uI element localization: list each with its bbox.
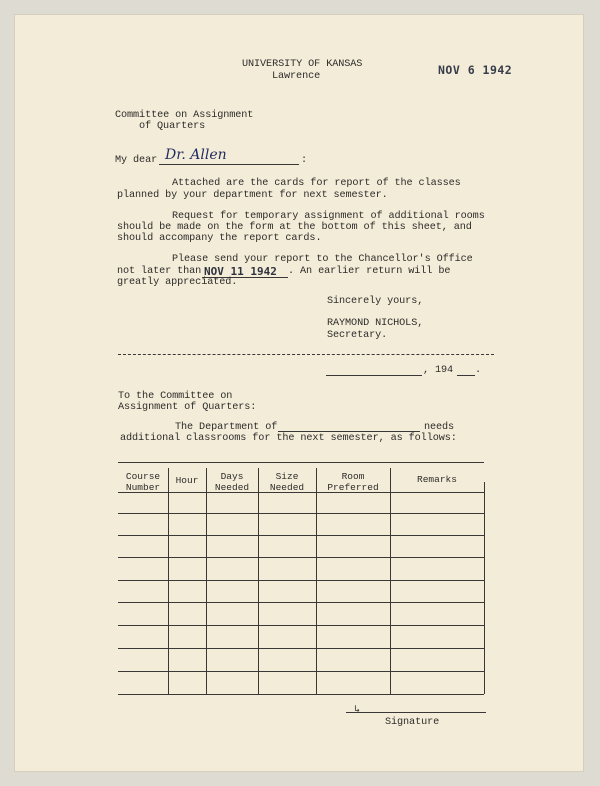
form-date-year-blank xyxy=(457,375,475,376)
closing-signer-title: Secretary. xyxy=(327,330,388,341)
table-row xyxy=(118,625,484,626)
table-top-rule xyxy=(118,462,484,463)
table-row xyxy=(118,513,484,514)
body-p3-line-2-end: . An earlier return will be xyxy=(288,266,451,277)
body-p2-line-1: Request for temporary assignment of additional rooms xyxy=(172,211,485,222)
column-divider xyxy=(390,468,391,694)
institution-city: Lawrence xyxy=(272,71,321,82)
tear-off-dashed-line xyxy=(118,354,494,355)
form-to-line-2: Assignment of Quarters: xyxy=(118,402,257,413)
col-header-days-needed: Days Needed xyxy=(214,471,250,493)
table-row xyxy=(118,671,484,672)
signature-label: Signature xyxy=(385,717,440,728)
header-bottom-rule xyxy=(118,492,484,493)
column-divider xyxy=(484,482,485,694)
salutation-prefix: My dear xyxy=(115,155,158,166)
table-row xyxy=(118,648,484,649)
dept-line-2: additional classrooms for the next semester, as follows: xyxy=(120,433,457,444)
handwritten-addressee: Dr. Allen xyxy=(165,147,227,163)
body-p3-line-3: greatly appreciated. xyxy=(117,277,238,288)
body-p1-line-2: planned by your department for next semester. xyxy=(117,190,388,201)
body-p3-line-1: Please send your report to the Chancellor's Office xyxy=(172,254,473,265)
received-date-stamp: NOV 6 1942 xyxy=(438,63,513,77)
addressee-line-2: of Quarters xyxy=(139,121,206,132)
column-divider xyxy=(206,468,207,694)
salutation-blank-line xyxy=(159,164,299,165)
body-p3-line-2-start: not later than xyxy=(117,266,202,277)
body-p2-line-3: should accompany the report cards. xyxy=(117,233,322,244)
body-p2-line-2: should be made on the form at the bottom of this sheet, and xyxy=(117,222,472,233)
col-header-size-needed: Size Needed xyxy=(269,471,305,493)
column-divider xyxy=(258,468,259,694)
body-p1-line-1: Attached are the cards for report of the classes xyxy=(172,178,461,189)
table-bottom-rule xyxy=(118,694,484,695)
signature-pen-mark: ↳ xyxy=(354,705,361,716)
table-row xyxy=(118,557,484,558)
signature-line xyxy=(346,712,486,713)
form-date-blank-line xyxy=(326,375,422,376)
institution-name: UNIVERSITY OF KANSAS xyxy=(242,59,363,70)
closing-signer-name: RAYMOND NICHOLS, xyxy=(327,318,424,329)
col-header-remarks: Remarks xyxy=(417,474,457,485)
col-header-hour: Hour xyxy=(175,475,199,486)
dept-line-prefix: The Department of xyxy=(175,422,278,433)
form-date-end: . xyxy=(475,365,482,376)
addressee-line-1: Committee on Assignment xyxy=(115,110,254,121)
col-header-room-preferred: Room Preferred xyxy=(327,471,379,493)
closing-valediction: Sincerely yours, xyxy=(327,296,424,307)
form-date-year: , 194 xyxy=(423,365,454,376)
column-divider xyxy=(316,468,317,694)
dept-line-suffix: needs xyxy=(424,422,455,433)
table-row xyxy=(118,602,484,603)
salutation-colon: : xyxy=(301,155,308,166)
document-page xyxy=(14,14,584,772)
table-row xyxy=(118,535,484,536)
col-header-course-number: Course Number xyxy=(125,471,161,493)
form-to-line-1: To the Committee on xyxy=(118,391,233,402)
column-divider xyxy=(168,468,169,694)
deadline-date-stamp: NOV 11 1942 xyxy=(204,265,277,278)
department-blank-line xyxy=(278,431,420,432)
table-row xyxy=(118,580,484,581)
